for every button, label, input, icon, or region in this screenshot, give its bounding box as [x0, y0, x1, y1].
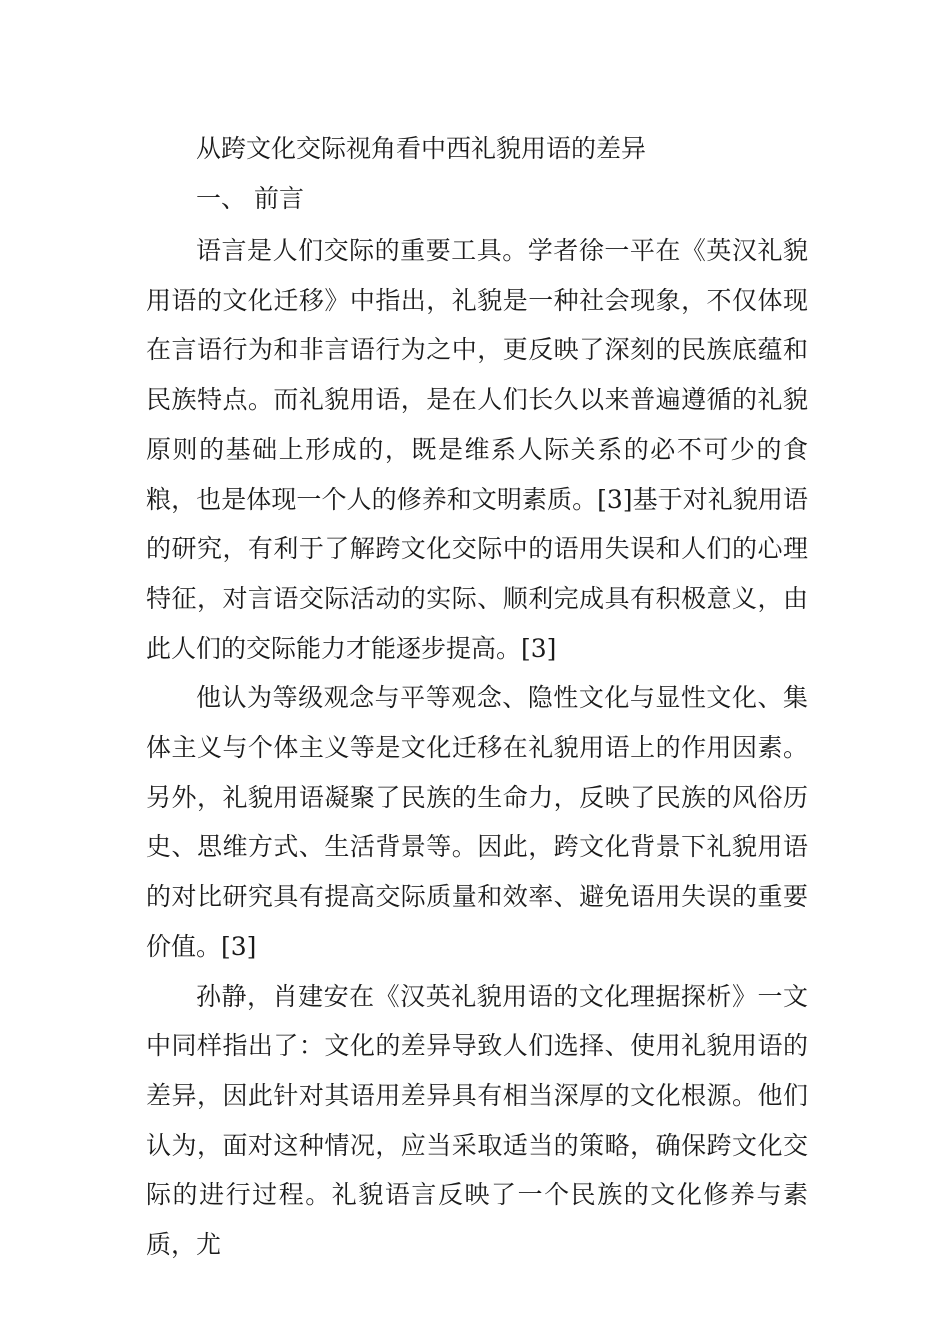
- paragraph-1: 语言是人们交际的重要工具。学者徐一平在《英汉礼貌用语的文化迁移》中指出，礼貌是一种社会现象，不仅体现在言语行为和非言语行为之中，更反映了深刻的民族底蕴和民族特点。而礼貌用语，是在人们长久以来普遍遵循的礼貌原则的基础上形成的，既是维系人际关系的必不可少的食粮，也是体现一个人的修养和文明素质。[3]基于对礼貌用语的研究，有利于了解跨文化交际中的语用失误和人们的心理特征，对言语交际活动的实际、顺利完成具有积极意义，由此人们的交际能力才能逐步提高。[3]: [146, 236, 808, 663]
- document-body: [146, 126, 808, 1270]
- document-title: 从跨文化交际视角看中西礼貌用语的差异: [196, 134, 647, 163]
- section-heading: 一、 前言: [196, 184, 304, 213]
- paragraph-3: 孙静，肖建安在《汉英礼貌用语的文化理据探析》一文中同样指出了：文化的差异导致人们选择、使用礼貌用语的差异，因此针对其语用差异具有相当深厚的文化根源。他们认为，面对这种情况，应当采取适当的策略，确保跨文化交际的进行过程。礼貌语言反映了一个民族的文化修养与素质，尤: [146, 981, 808, 1260]
- paragraph-2: 他认为等级观念与平等观念、隐性文化与显性文化、集体主义与个体主义等是文化迁移在礼貌用语上的作用因素。另外，礼貌用语凝聚了民族的生命力，反映了民族的风俗历史、思维方式、生活背景等。因此，跨文化背景下礼貌用语的对比研究具有提高交际质量和效率、避免语用失误的重要价值。[3]: [146, 683, 808, 961]
